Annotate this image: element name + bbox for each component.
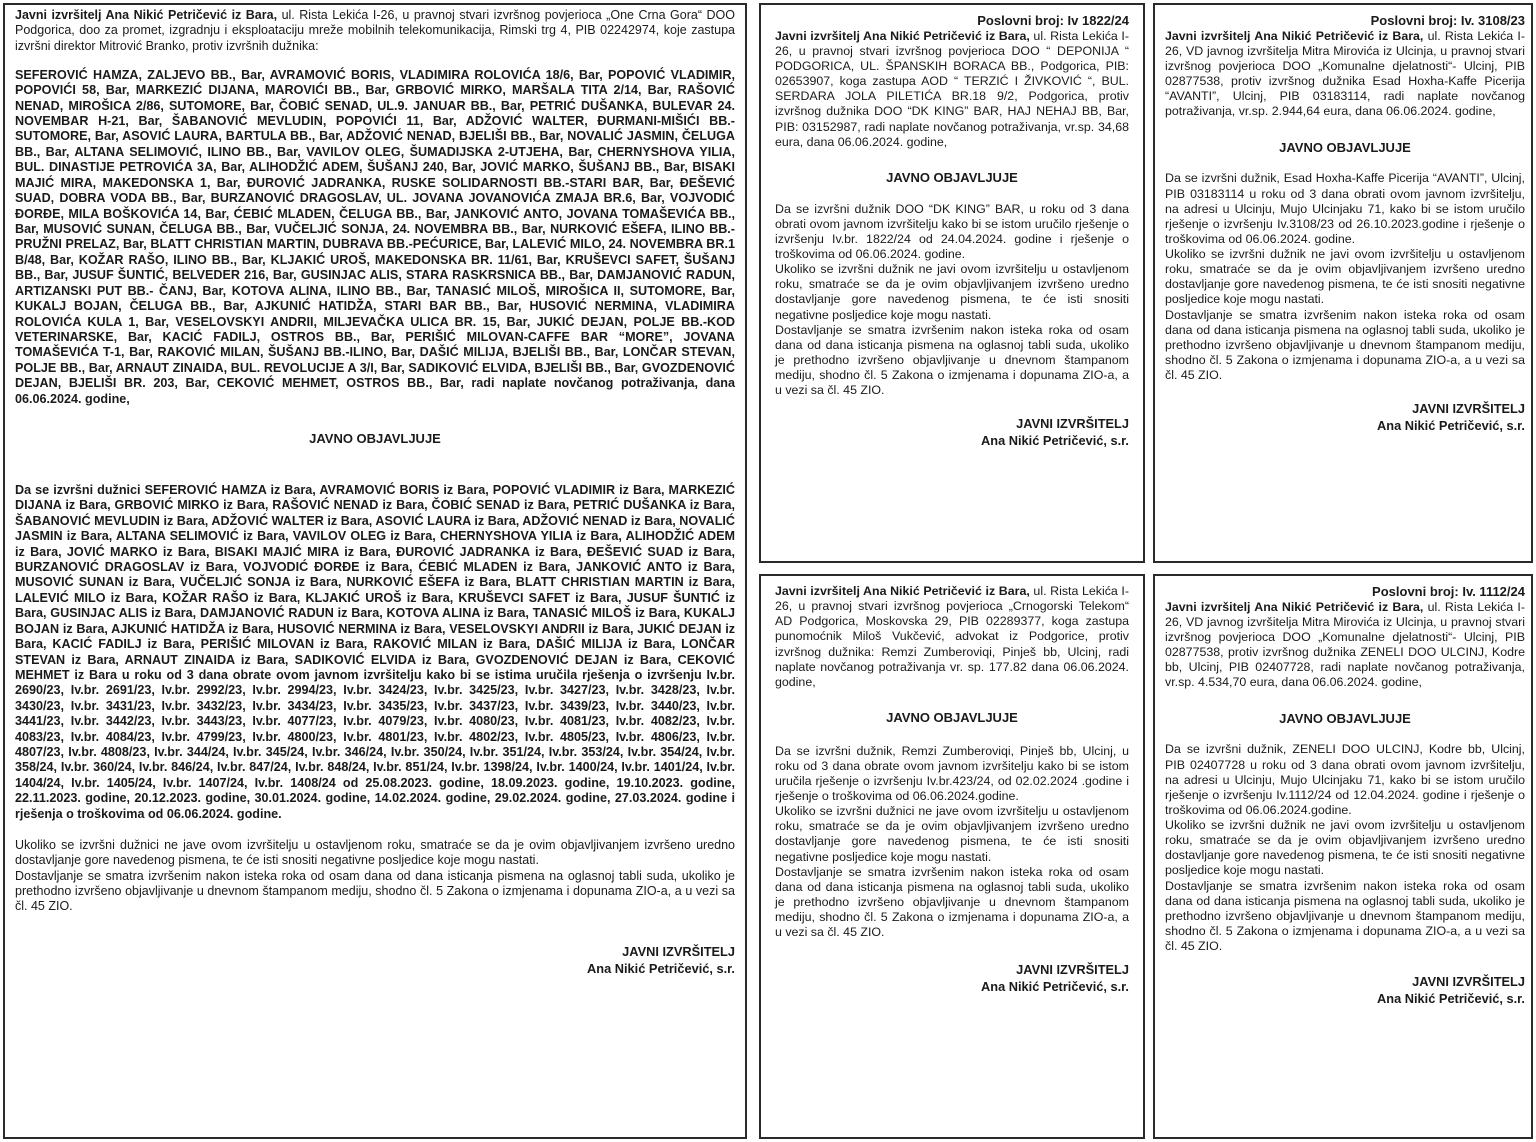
signature-name: Ana Nikić Petričević, s.r. [587, 961, 735, 977]
notice-warning: Ukoliko se izvršni dužnici ne jave ovom izvršitelju u ostavljenom roku, smatraće se da je ovim objavljivanjem izvršeno uredno dostavljanje gore navedenog pismena, te će isti snositi negativne posljedice koje mogu nastati. [775, 804, 1129, 864]
signature-title: JAVNI IZVRŠITELJ [1412, 974, 1525, 990]
signature-title: JAVNI IZVRŠITELJ [622, 944, 735, 960]
notice-delivery: Dostavljanje se smatra izvršenim nakon isteka roka od osam dana od dana isticanja pismena na oglasnoj tabli suda, ukoliko je prethodno izvršeno objavljivanje u dnevnom štampanom mediju, shodno čl. 5 Zakona o izmjenama i dopunama ZIO-a, a u vezi sa čl. 45 ZIO. [775, 864, 1129, 940]
signature [775, 962, 1129, 995]
signature-name: Ana Nikić Petričević, s.r. [1377, 990, 1525, 1006]
notice-delivery: Dostavljanje se smatra izvršenim nakon isteka roka od osam dana od dana isticanja pismena na oglasnoj tabli suda, ukoliko je prethodno izvršeno objavljivanje u dnevnom štampanom mediju, shodno čl. 5 Zakona o izmjenama i dopunama ZIO-a, a u vezi sa čl. 45 ZIO. [15, 868, 735, 914]
notice-intro [775, 584, 1129, 690]
notice-avanti [1153, 3, 1533, 563]
intro-text: ul. Rista Lekića I-26, u pravnoj stvari izvršnog povjerioca DOO “ DEPONIJA “ PODGORICA, UL. ŠPANSKIH BORACA BB., Podgorica, PIB: 02653907, koga zastupa AOD “ TERZIĆ I ŽIVKOVIĆ “, BUL. SERDARA JOLA PILETIĆA BR.18 9/2, Podgorica, protiv izvršnog dužnika DOO “DK KING” BAR, HAJ NEHAJ BB, Bar, PIB: 03152987, radi naplate novčanog potraživanja, vr.sp. 34,68 eura, dana 06.06.2024. godine, [775, 28, 1129, 149]
notice-heading: JAVNO OBJAVLJUJE [309, 431, 441, 447]
notice-heading: JAVNO OBJAVLJUJE [886, 169, 1018, 185]
notice-dk-king [759, 3, 1145, 563]
notice-intro [15, 8, 735, 54]
notice-order: Da se izvršni dužnik DOO “DK KING” BAR, u roku od 3 dana obrati ovom javnom izvršitelju kako bi se istom uručilo rješenje o izvršenju Iv.br. 1822/24 od 24.04.2024. godine i rješenje o troškovima od 06.06.2024. godine. [775, 201, 1129, 262]
intro-text: ul. Rista Lekića I-26, VD javnog izvršitelja Mitra Mirovića iz Ulcinja, u pravnoj stvari izvršnog povjerioca DOO „Komunalne djelatnosti“- Ulcinj, PIB 02877538, protiv izvršnog dužnika ZENELI DOO ULCINJ, Kodre bb, Ulcinj, PIB 02407728, radi naplate novčanog potraživanja, vr.sp. 4.534,70 eura, dana 06.06.2024. godine, [1165, 599, 1525, 690]
notice-intro [1165, 600, 1525, 691]
notice-warning: Ukoliko se izvršni dužnik ne javi ovom izvršitelju u ostavljenom roku, smatraće se da je ovim objavljivanjem izvršeno uredno dostavljanje gore navedenog pismena, te će isti snositi negativne posljedice koje mogu nastati. [1165, 818, 1525, 878]
intro-text: ul. Rista Lekića I-26, u pravnoj stvari izvršnog povjerioca „Crnogorski Telekom“ AD Podgorica, Moskovska 29, PIB 02289377, koga zastupa punomoćnik Miloš Vukčević, advokat iz Podgorice, protiv izvršnog dužnika: Remzi Zumberoviqi, Pinješ bb, Ulcinj, radi naplate novčanog potraživanja vr. sp. 177.82 dana 06.06.2024. godine, [775, 584, 1129, 689]
notice-order: Da se izvršni dužnik, Esad Hoxha-Kaffe Picerija “AVANTI”, Ulcinj, PIB 03183114 u roku od 3 dana obrati ovom javnom izvršitelju, na adresi u Ulcinju, Mujo Ulcinjaku 71, kako bi se istom uručilo rješenje o izvršenju Iv.3108/23 od 26.10.2023.godine i rješenje o troškovima od 06.06.2024. godine. [1165, 171, 1525, 246]
signature [775, 416, 1129, 449]
signature-title: JAVNI IZVRŠITELJ [1016, 416, 1129, 432]
notice-order: Da se izvršni dužnici SEFEROVIĆ HAMZA iz Bara, AVRAMOVIĆ BORIS iz Bara, POPOVIĆ VLADIMIR iz Bara, MARKEZIĆ DIJANA iz Bara, GRBOVIĆ MIRKO iz Bara, RAŠOVIĆ NENAD iz Bara, ČOBIĆ SENAD iz Bara, PETRIĆ DUŠANKA iz Bara, ŠABANOVIĆ MEVLUDIN iz Bara, ADŽOVIĆ WALTER iz Bara, ASOVIĆ LAURA iz Bara, ADŽOVIĆ NENAD iz Bara, NOVALIĆ JASMIN iz Bara, ALTANA SELIMOVIĆ iz Bara, VAVILOV OLEG iz Bara, CHERNYSHOVA YILIA iz Bara, ALIHODŽIĆ ADEM iz Bara, JOVIĆ MARKO iz Bara, BISAKI MAJIĆ MIRA iz Bara, ĐUROVIĆ JADRANKA iz Bara, ĐEŠEVIĆ SUAD iz Bara, BURZANOVIĆ DRAGOSLAV iz Bara, VOJVODIĆ ĐORĐE iz Bara, ĆEBIĆ MLADEN iz Bara, JANKOVIĆ ANTO iz Bara, MUSOVIĆ SUNAN iz Bara, VUČELJIĆ SONJA iz Bara, NURKOVIĆ EŠEFA iz Bara, BLATT CHRISTIAN MARTIN iz Bara, LALEVIĆ MILO iz Bara, KOŽAR RAŠO iz Bara, KLJAKIĆ UROŠ iz Bara, KRUŠEVCI SAFET iz Bara, JUSUF ŠUNTIĆ iz Bara, GUSINJAC ALIS iz Bara, DAMJANOVIĆ RADUN iz Bara, KOTOVA ALINA iz Bara, TANASIĆ MILOŠ iz Bara, KUKALJ BOJAN iz Bara, AJKUNIĆ HATIDŽA iz Bara, HUSOVIĆ NERMINA iz Bara, VESELOVSKYI ANDRII iz Bara, JUKIĆ DEJAN iz Bara, KACIĆ FADILJ iz Bara, PERIŠIĆ MILOVAN iz Bara, RAKOVIĆ MILAN iz Bara, DAŠIĆ MILIJA iz Bara, LONČAR STEVAN iz Bara, ARNAUT ZINAIDA iz Bara, SADIKOVIĆ ELVIDA iz Bara, GVOZDENOVIĆ DEJAN iz Bara, CEKOVIĆ MEHMET iz Bara u roku od 3 dana obrate ovom javnom izvršitelju kako bi se istima uručila rješenja o izvršenju Iv.br. 2690/23, Iv.br. 2691/23, Iv.br. 2992/23, Iv.br. 2994/23, Iv.br. 3424/23, Iv.br. 3425/23, Iv.br. 3427/23, Iv.br. 3428/23, Iv.br. 3430/23, Iv.br. 3431/23, Iv.br. 3432/23, Iv.br. 3434/23, Iv.br. 3435/23, Iv.br. 3437/23, Iv.br. 3439/23, Iv.br. 3440/23, Iv.br. 3441/23, Iv.br. 3442/23, Iv.br. 3443/23, Iv.br. 4077/23, Iv.br. 4079/23, Iv.br. 4080/23, Iv.br. 4081/23, Iv.br. 4082/23, Iv.br. 4083/23, Iv.br. 4084/23, Iv.br. 4799/23, Iv.br. 4800/23, Iv.br. 4801/23, Iv.br. 4802/23, Iv.br. 4805/23, Iv.br. 4806/23, Iv.br. 4807/23, Iv.br. 4808/23, Iv.br. 344/24, Iv.br. 345/24, Iv.br. 346/24, Iv.br. 350/24, Iv.br. 351/24, Iv.br. 353/24, Iv.br. 354/24, Iv.br. 358/24, Iv.br. 360/24, Iv.br. 846/24, Iv.br. 847/24, Iv.br. 848/24, Iv.br. 851/24, Iv.br. 1398/24, Iv.br. 1400/24, Iv.br. 1401/24, Iv.br. 1404/24, Iv.br. 1405/24, Iv.br. 1407/24, Iv.br. 1408/24 od 25.08.2023. godine, 18.09.2023. godine, 19.10.2023. godine, 22.11.2023. godine, 20.12.2023. godine, 30.01.2024. godine, 14.02.2024. godine, 29.02.2024. godine, 27.03.2024. godine i rješenja o troškovima od 06.06.2024. godine. [15, 482, 735, 821]
notice-heading: JAVNO OBJAVLJUJE [1279, 139, 1411, 155]
signature-name: Ana Nikić Petričević, s.r. [1377, 417, 1525, 433]
notice-heading: JAVNO OBJAVLJUJE [1279, 710, 1411, 726]
notice-order: Da se izvršni dužnik, Remzi Zumberoviqi, Pinješ bb, Ulcinj, u roku od 3 dana obrate ovom javnom izvršitelju kako bi se istom uručila rješenje o izvršenju Iv.br.423/24, od 02.02.2024 .godine i rješenje o troškovima od 06.06.2024.godine. [775, 743, 1129, 804]
notice-delivery: Dostavljanje se smatra izvršenim nakon isteka roka od osam dana od dana isticanja pismena na oglasnoj tabli suda, ukoliko je prethodno izvršeno objavljivanje u dnevnom štampanom mediju, shodno čl. 5 Zakona o izmjenama i dopunama ZIO-a, a u vezi sa čl. 45 ZIO. [1165, 307, 1525, 383]
notice-warning: Ukoliko se izvršni dužnik ne javi ovom izvršitelju u ostavljenom roku, smatraće se da je ovim objavljivanjem izvršeno uredno dostavljanje gore navedenog pismena, te će isti snositi negativne posljedice koje mogu nastati. [1165, 247, 1525, 307]
enforcer-name: Javni izvršitelj Ana Nikić Petričević iz Bara, [1165, 599, 1424, 614]
notice-one-crna-gora [3, 3, 747, 1139]
enforcer-name: Javni izvršitelj Ana Nikić Petričević iz Bara, [775, 28, 1030, 43]
notice-warning: Ukoliko se izvršni dužnici ne jave ovom izvršitelju u ostavljenom roku, smatraće se da je ovim objavljivanjem izvršeno uredno dostavljanje gore navedenog pismena, te će isti snositi negativne posljedice koje mogu nastati. [15, 838, 735, 868]
notice-order: Da se izvršni dužnik, ZENELI DOO ULCINJ, Kodre bb, Ulcinj, PIB 02407728 u roku od 3 dana obrati ovom javnom izvršitelju, na adresi u Ulcinju, Mujo Ulcinjaku 71, kako bi se istom uručilo rješenje o izvršenju Iv.1112/24 od 12.04.2024. godine i rješenje o troškovima od 06.06.2024.godine. [1165, 742, 1525, 817]
signature [1165, 401, 1525, 434]
case-number: Poslovni broj: Iv. 1112/24 [1372, 584, 1525, 599]
signature-title: JAVNI IZVRŠITELJ [1016, 962, 1129, 978]
notice-heading: JAVNO OBJAVLJUJE [886, 709, 1018, 725]
notice-warning: Ukoliko se izvršni dužnik ne javi ovom izvršitelju u ostavljenom roku, smatraće se da je ovim objavljivanjem izvršeno uredno dostavljanje gore navedenog pismena, te će isti snositi negativne posljedice koje mogu nastati. [775, 262, 1129, 322]
notice-crnogorski-telekom [759, 574, 1145, 1139]
notice-intro [1165, 29, 1525, 120]
signature-name: Ana Nikić Petričević, s.r. [981, 978, 1129, 994]
signature [15, 944, 735, 977]
notice-delivery: Dostavljanje se smatra izvršenim nakon isteka roka od osam dana od dana isticanja pismena na oglasnoj tabli suda, ukoliko je prethodno izvršeno objavljivanje u dnevnom štampanom mediju, shodno čl. 5 Zakona o izmjenama i dopunama ZIO-a, a u vezi sa čl. 45 ZIO. [775, 322, 1129, 398]
case-number: Poslovni broj: Iv. 3108/23 [1370, 13, 1525, 28]
signature-title: JAVNI IZVRŠITELJ [1412, 401, 1525, 417]
debtor-list: SEFEROVIĆ HAMZA, ZALJEVO BB., Bar, AVRAMOVIĆ BORIS, VLADIMIRA ROLOVIĆA 18/6, Bar, POPOVIĆ VLADIMIR, POPOVIĆI 58, Bar, MARKEZIĆ DIJANA, MAROVIĆI BB., Bar, GRBOVIĆ MIRKO, MARŠALA TITA 2/14, Bar, RAŠOVIĆ NENAD, MIROŠICA 2/86, SUTOMORE, Bar, ČOBIĆ SENAD, UL.9. JANUAR BB., Bar, PETRIĆ DUŠANKA, BULEVAR 24. NOVEMBAR H-21, Bar, ŠABANOVIĆ MEVLUDIN, POPOVIĆI 11, Bar, ADŽOVIĆ WALTER, ĐURMANI-MIŠIĆI BB.- SUTOMORE, Bar, ASOVIĆ LAURA, BARTULA BB., Bar, ADŽOVIĆ NENAD, BJELIŠI BB., Bar, NOVALIĆ JASMIN, ČELUGA BB., Bar, ALTANA SELIMOVIĆ, ILINO BB., Bar, VAVILOV OLEG, ŠUMADIJSKA 2-UTJEHA, Bar, CHERNYSHOVA YILIA, BUL. DINASTIJE PETROVIĆA 3A, Bar, ALIHODŽIĆ ADEM, ŠUŠANJ 240, Bar, JOVIĆ MARKO, ŠUŠANJ BB., Bar, BISAKI MAJIĆ MIRA, MAKEDONSKA 1, Bar, ĐUROVIĆ JADRANKA, RUSKE SOLIDARNOSTI BB.-STARI BAR, Bar, ĐEŠEVIĆ SUAD, DOBRA VODA BB., Bar, BURZANOVIĆ DRAGOSLAV, UL. JOVANA JOVANOVIĆA ZMAJA BR.6, Bar, VOJVODIĆ ĐORĐE, MILA BOŠKOVIĆA 14, Bar, ĆEBIĆ MLADEN, ČELUGA BB., Bar, JANKOVIĆ ANTO, JOVANA TOMAŠEVIĆA BB., Bar, MUSOVIĆ SUNAN, ČELUGA BB., Bar, VUČELJIĆ SONJA, 24. NOVEMBRA BB., Bar, NURKOVIĆ EŠEFA, ILINO BB.-PRUŽNI PRELAZ, Bar, BLATT CHRISTIAN MARTIN, DUBRAVA BB.-PEĆURICE, Bar, LALEVIĆ MILO, 24. NOVEMBRA BR.1 B/48, Bar, KOŽAR RAŠO, ILINO BB., Bar, KLJAKIĆ UROŠ, MAKEDONSKA BR. 11/61, Bar, KRUŠEVCI SAFET, ŠUŠANJ BB., Bar, JUSUF ŠUNTIĆ, BELVEDER 216, Bar, GUSINJAC ALIS, STARA RASKRSNICA BB., Bar, DAMJANOVIĆ RADUN, ARTIZANSKI PUT BB.- ČANJ, Bar, KOTOVA ALINA, ILINO BB., Bar, TANASIĆ MILOŠ, MIROŠICA II, SUTOMORE, Bar, KUKALJ BOJAN, ČELUGA BB., Bar, AJKUNIĆ HATIDŽA, STARI BAR BB., Bar, HUSOVIĆ NERMINA, VLADIMIRA ROLOVIĆA KULA 1, Bar, VESELOVSKYI ANDRII, MILJEVAČKA ULICA BR. 15, Bar, JUKIĆ DEJAN, POLJE BB.-KOD VETERINARSKE, Bar, KACIĆ FADILJ, OSTROS BB., Bar, PERIŠIĆ MILOVAN-CAFFE BAR “MORE”, JOVANA TOMAŠEVIĆA T-1, Bar, RAKOVIĆ MILAN, ŠUŠANJ BB.-ILINO, Bar, DAŠIĆ MILIJA, BJELIŠI BB., Bar, LONČAR STEVAN, POLJE BB., Bar, ARNAUT ZINAIDA, BUL. REVOLUCIJE A 3/I, Bar, SADIKOVIĆ ELVIDA, BJELIŠI BB., Bar, GVOZDENOVIĆ DEJAN, BJELIŠI BR. 203, Bar, CEKOVIĆ MEHMET, OSTROS BB., Bar, radi naplate novčanog potraživanja, dana 06.06.2024. godine, [15, 67, 735, 406]
enforcer-name: Javni izvršitelj Ana Nikić Petričević iz Bara, [1165, 28, 1424, 43]
signature-name: Ana Nikić Petričević, s.r. [981, 432, 1129, 448]
case-number: Poslovni broj: Iv 1822/24 [977, 13, 1129, 28]
enforcer-name: Javni izvršitelj Ana Nikić Petričević iz Bara, [775, 584, 1030, 598]
notice-delivery: Dostavljanje se smatra izvršenim nakon isteka roka od osam dana od dana isticanja pismena na oglasnoj tabli suda, ukoliko je prethodno izvršeno objavljivanje u dnevnom štampanom mediju, shodno čl. 5 Zakona o izmjenama i dopunama ZIO-a, a u vezi sa čl. 45 ZIO. [1165, 878, 1525, 954]
enforcer-name: Javni izvršitelj Ana Nikić Petričević iz Bara, [15, 8, 278, 22]
intro-text: ul. Rista Lekića I-26, VD javnog izvršitelja Mitra Mirovića iz Ulcinja, u pravnoj stvari izvršnog povjerioca DOO „Komunalne djelatnosti“- Ulcinj, PIB 02877538, protiv izvršnog dužnika Esad Hoxha-Kaffe Picerija “AVANTI”, Ulcinj, PIB 03183114, radi naplate novčanog potraživanja, vr.sp. 2.944,64 eura, dana 06.06.2024. godine, [1165, 28, 1525, 119]
intro-text: ul. Rista Lekića I-26, u pravnoj stvari izvršnog povjerioca „One Crna Gora“ DOO Podgorica, doo za promet, izgradnju i eksploataciju mreže mobilnih telekomunikacija, Rimski trg 4, PIB 02242974, koje zastupa izvršni direktor Mitrović Branko, protiv izvršnih dužnika: [15, 8, 735, 53]
notice-intro [775, 29, 1129, 150]
notice-zeneli [1153, 574, 1533, 1139]
signature [1165, 974, 1525, 1007]
